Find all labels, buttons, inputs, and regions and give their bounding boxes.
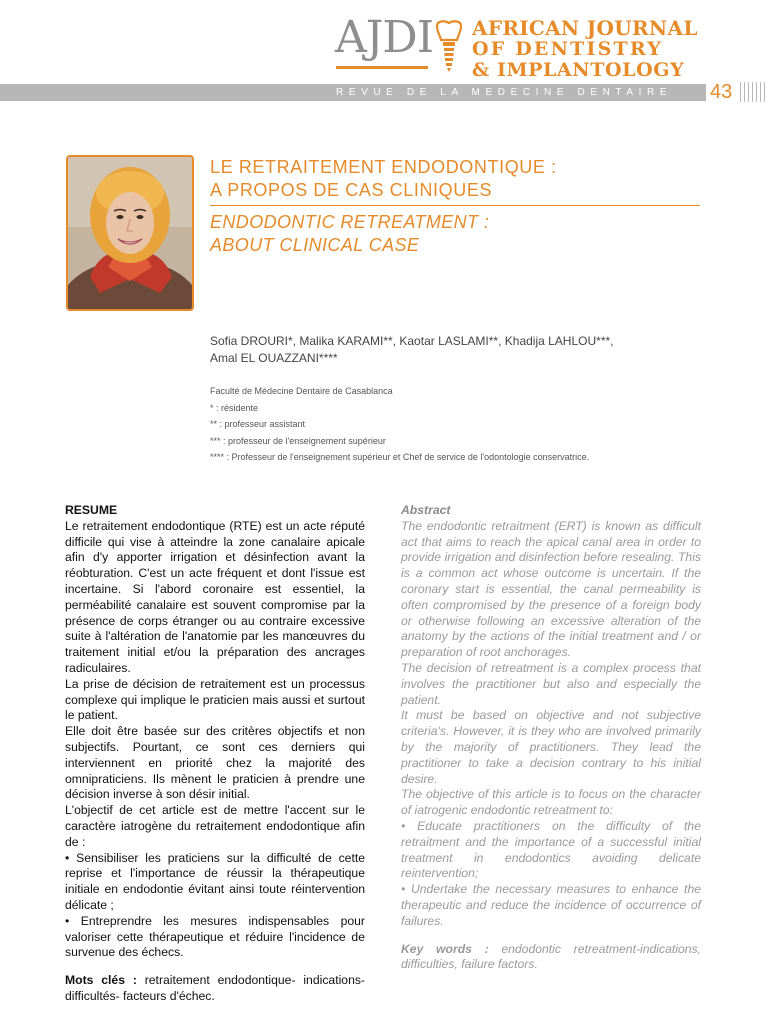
- tooth-implant-icon: [432, 20, 466, 74]
- author-photo: [66, 155, 194, 311]
- affiliation-institution: Faculté de Médecine Dentaire de Casablanca: [210, 386, 393, 396]
- keywords-text: endodontic retreatment-indications, difficulties, failure factors.: [401, 941, 701, 972]
- affiliation-note: ** : professeur assistant: [210, 419, 306, 429]
- journal-subtitle: REVUE DE LA MEDECINE DENTAIRE: [336, 87, 673, 98]
- resume-heading: RESUME: [65, 503, 118, 517]
- resume-paragraph: La prise de décision de retraitement est un processus complexe qui implique le praticien mais aussi et surtout le patient.: [65, 676, 365, 723]
- journal-name-line-3: & IMPLANTOLOGY: [472, 59, 685, 81]
- abstract-bullet: • Undertake the necessary measures to enhance the therapeutic and reduce the incidence of occurrence of failures.: [401, 882, 701, 929]
- resume-paragraph: Elle doit être basée sur des critères objectifs et non subjectifs. Pourtant, ce sont ces derniers qui interviennent en priorité chez la majorité des omnipraticiens. Ils mènent le praticien à prendre une décision inverse à son désir initial.: [65, 724, 365, 802]
- abstract-column: [401, 503, 701, 973]
- resume-bullet: • Entreprendre les mesures indispensables pour valoriser cette thérapeutique et réduire l'incidence de survenue des échecs.: [65, 914, 365, 961]
- article-title-french: [210, 156, 700, 202]
- abstract-heading: Abstract: [401, 503, 451, 517]
- resume-keywords: [65, 973, 365, 1005]
- resume-bullet: • Sensibiliser les praticiens sur la difficulté de cette reprise et l'importance de réussir la thérapeutique initiale en endodontie évitant ainsi toute réintervention délicate ;: [65, 851, 365, 914]
- abstract-bullet: • Educate practitioners on the difficulty of the retraitment and the importance of a successful initial treatment in endodontics avoiding delicate reintervention;: [401, 819, 701, 882]
- abstract-keywords: [401, 942, 701, 974]
- resume-paragraph: L'objectif de cet article est de mettre l'accent sur le caractère iatrogène du retraitement endodontique afin de :: [65, 803, 365, 849]
- title-fr-line-2: A PROPOS DE CAS CLINIQUES: [210, 180, 493, 200]
- journal-name-line-2: OF DENTISTRY: [472, 38, 664, 60]
- abstract-paragraph: The decision of retreatment is a complex process that involves the practitioner but also and especially the patient.: [401, 660, 701, 707]
- keywords-text: retraitement endodontique- indications- difficultés- facteurs d'échec.: [65, 973, 365, 1003]
- affiliation-note: * : résidente: [210, 402, 259, 413]
- title-fr-line-1: LE RETRAITEMENT ENDODONTIQUE :: [210, 157, 557, 177]
- title-en-line-1: ENDODONTIC RETREATMENT :: [210, 212, 490, 232]
- keywords-label: Key words :: [401, 941, 489, 956]
- journal-logo: AJDI: [335, 12, 434, 63]
- resume-paragraph: Le retraitement endodontique (RTE) est un acte réputé difficile qui vise à atteindre la zone canalaire apicale afin d'y apporter irrigation et désinfection avant la réobturation. C'est un acte fréquent et dont l'issue est incertaine. Si l'abord coronaire est essentiel, la perméabilité canalaire est souvent compromise par la présence de corps étranger ou au contraire excessive suite à l'altération de l'anatomie par les manœuvres du traitement initial et/ou la préparation des ancrages radiculaires.: [65, 518, 365, 675]
- article-title-english: [210, 211, 700, 257]
- affiliation-note: *** : professeur de l'enseignement supérieur: [210, 435, 386, 446]
- logo-underline: [336, 66, 428, 69]
- title-divider: [210, 205, 700, 206]
- author-list: [210, 333, 690, 367]
- authors-line-1: Sofia DROURI*, Malika KARAMI**, Kaotar LASLAMI**, Khadija LAHLOU***,: [210, 334, 614, 348]
- keywords-label: Mots clés :: [65, 973, 137, 988]
- author-portrait-image: [68, 157, 192, 309]
- abstract-paragraph: The endodontic retraitment (ERT) is known as difficult act that aims to reach the apical canal area in order to provide irrigation and disinfection before resealing. This is a common act whose outcome is uncertain. If the coronary start is essential, the canal permeability is often compromised by the presence of a foreign body or otherwise following an excessive alteration of the anatomy by the actions of the initial treatment and / or preparation of root anchorages.: [401, 518, 701, 660]
- journal-name: [472, 18, 698, 81]
- edge-decoration: [738, 82, 766, 102]
- page-number: 43: [710, 81, 733, 103]
- abstract-paragraph: It must be based on objective and not subjective criteria's. However, it is they who are involved primarily by the majority of practitioners. They lead the practitioner to take a decision contrary to his initial desire.: [401, 708, 701, 786]
- masthead: [0, 0, 768, 110]
- title-en-line-2: ABOUT CLINICAL CASE: [210, 235, 420, 255]
- authors-line-2: Amal EL OUAZZANI****: [210, 351, 338, 365]
- affiliation-note: **** : Professeur de l'enseignement supérieur et Chef de service de l'odontologie conservatrice.: [210, 452, 590, 462]
- abstract-paragraph: The objective of this article is to focus on the character of iatrogenic endodontic retreatment to:: [401, 787, 701, 818]
- journal-name-line-1: AFRICAN JOURNAL: [472, 16, 698, 40]
- affiliations: [210, 383, 680, 466]
- resume-column: [65, 503, 365, 1005]
